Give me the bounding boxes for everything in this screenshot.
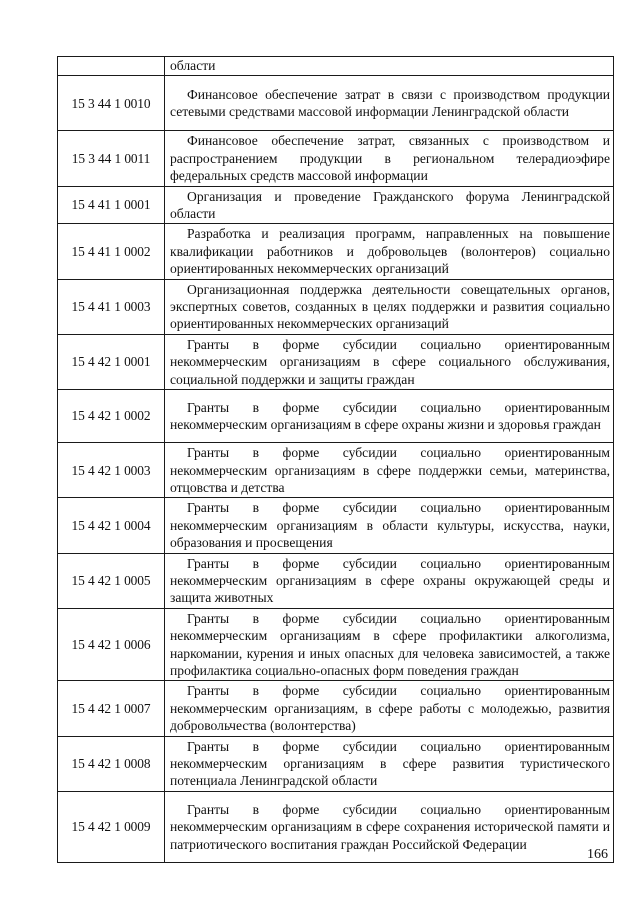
- description-cell: [165, 57, 614, 76]
- description-cell: [165, 443, 614, 498]
- description-text: Гранты в форме субсидии социально ориентированным некоммерческим организациям, в сфере работы с молодежью, развития добровольчества (волонтерства): [170, 683, 610, 734]
- description-cell: [165, 334, 614, 389]
- code-cell: 15 4 42 1 0005: [58, 553, 165, 608]
- code-cell: 15 3 44 1 0011: [58, 131, 165, 186]
- code-cell: 15 4 42 1 0003: [58, 443, 165, 498]
- code-cell: [58, 57, 165, 76]
- table-row: [58, 224, 614, 279]
- description-text: Гранты в форме субсидии социально ориентированным некоммерческим организациям в сфере поддержки семьи, материнства, отцовства и детства: [170, 445, 610, 495]
- description-cell: [165, 553, 614, 608]
- table-row: [58, 681, 614, 736]
- code-cell: 15 4 42 1 0009: [58, 791, 165, 862]
- code-cell: 15 4 41 1 0002: [58, 224, 165, 279]
- table-row: [58, 390, 614, 443]
- description-text: Гранты в форме субсидии социально ориентированным некоммерческим организациям в сфере охраны жизни и здоровья граждан: [170, 399, 610, 433]
- table-row: [58, 334, 614, 389]
- table-row-continuation: [58, 57, 614, 76]
- description-cell: [165, 791, 614, 862]
- table-row: [58, 76, 614, 131]
- table-row: [58, 131, 614, 186]
- code-cell: 15 3 44 1 0010: [58, 76, 165, 131]
- table-row: [58, 791, 614, 862]
- description-text: Гранты в форме субсидии социально ориентированным некоммерческим организациям в сфере профилактики алкоголизма, наркомании, курения и иных опасных для человека зависимостей, а также профилактика социально-опасных форм поведения граждан: [170, 610, 610, 678]
- code-cell: 15 4 42 1 0007: [58, 681, 165, 736]
- code-cell: 15 4 42 1 0008: [58, 736, 165, 791]
- page-number: 166: [587, 847, 608, 862]
- description-cell: [165, 681, 614, 736]
- table-row: [58, 553, 614, 608]
- description-cell: [165, 224, 614, 279]
- code-cell: 15 4 42 1 0004: [58, 498, 165, 553]
- description-text: Гранты в форме субсидии социально ориентированным некоммерческим организациям в сфере сохранения исторической памяти и патриотического воспитания граждан Российской Федерации: [170, 801, 610, 852]
- description-text: Разработка и реализация программ, направленных на повышение квалификации работников и добровольцев (волонтеров) социально ориентированных некоммерческих организаций: [170, 226, 610, 277]
- code-cell: 15 4 41 1 0001: [58, 186, 165, 224]
- description-cell: [165, 498, 614, 553]
- table-row: [58, 608, 614, 681]
- code-cell: 15 4 42 1 0006: [58, 608, 165, 681]
- table-row: [58, 279, 614, 334]
- description-text: Организационная поддержка деятельности совещательных органов, экспертных советов, созданных в целях поддержки и развития социально ориентированных некоммерческих организаций: [170, 281, 610, 332]
- table-row: [58, 736, 614, 791]
- description-cell: [165, 76, 614, 131]
- description-cell: [165, 186, 614, 224]
- description-text: Гранты в форме субсидии социально ориентированным некоммерческим организациям в сфере охраны окружающей среды и защита животных: [170, 555, 610, 606]
- table-row: [58, 498, 614, 553]
- description-text: Гранты в форме субсидии социально ориентированным некоммерческим организациям в сфере социального обслуживания, социальной поддержки и защиты граждан: [170, 336, 610, 387]
- description-text: Финансовое обеспечение затрат, связанных с производством и распространением продукции в региональном телерадиоэфире федеральных средств массовой информации: [170, 133, 610, 184]
- description-cell: [165, 736, 614, 791]
- code-cell: 15 4 41 1 0003: [58, 279, 165, 334]
- budget-codes-table: [57, 56, 614, 863]
- description-text: Финансовое обеспечение затрат в связи с производством продукции сетевыми средствами массовой информации Ленинградской области: [170, 87, 610, 120]
- description-text: Гранты в форме субсидии социально ориентированным некоммерческим организациям в области культуры, искусства, науки, образования и просвещения: [170, 500, 610, 551]
- description-cell: [165, 131, 614, 186]
- description-cell: [165, 390, 614, 443]
- description-text: Гранты в форме субсидии социально ориентированным некоммерческим организациям в сфере развития туристического потенциала Ленинградской области: [170, 738, 610, 789]
- table-row: [58, 186, 614, 224]
- code-cell: 15 4 42 1 0001: [58, 334, 165, 389]
- description-cell: [165, 608, 614, 681]
- table-row: [58, 443, 614, 498]
- description-text: области: [170, 58, 216, 73]
- description-text: Организация и проведение Гражданского форума Ленинградской области: [170, 188, 610, 222]
- description-cell: [165, 279, 614, 334]
- code-cell: 15 4 42 1 0002: [58, 390, 165, 443]
